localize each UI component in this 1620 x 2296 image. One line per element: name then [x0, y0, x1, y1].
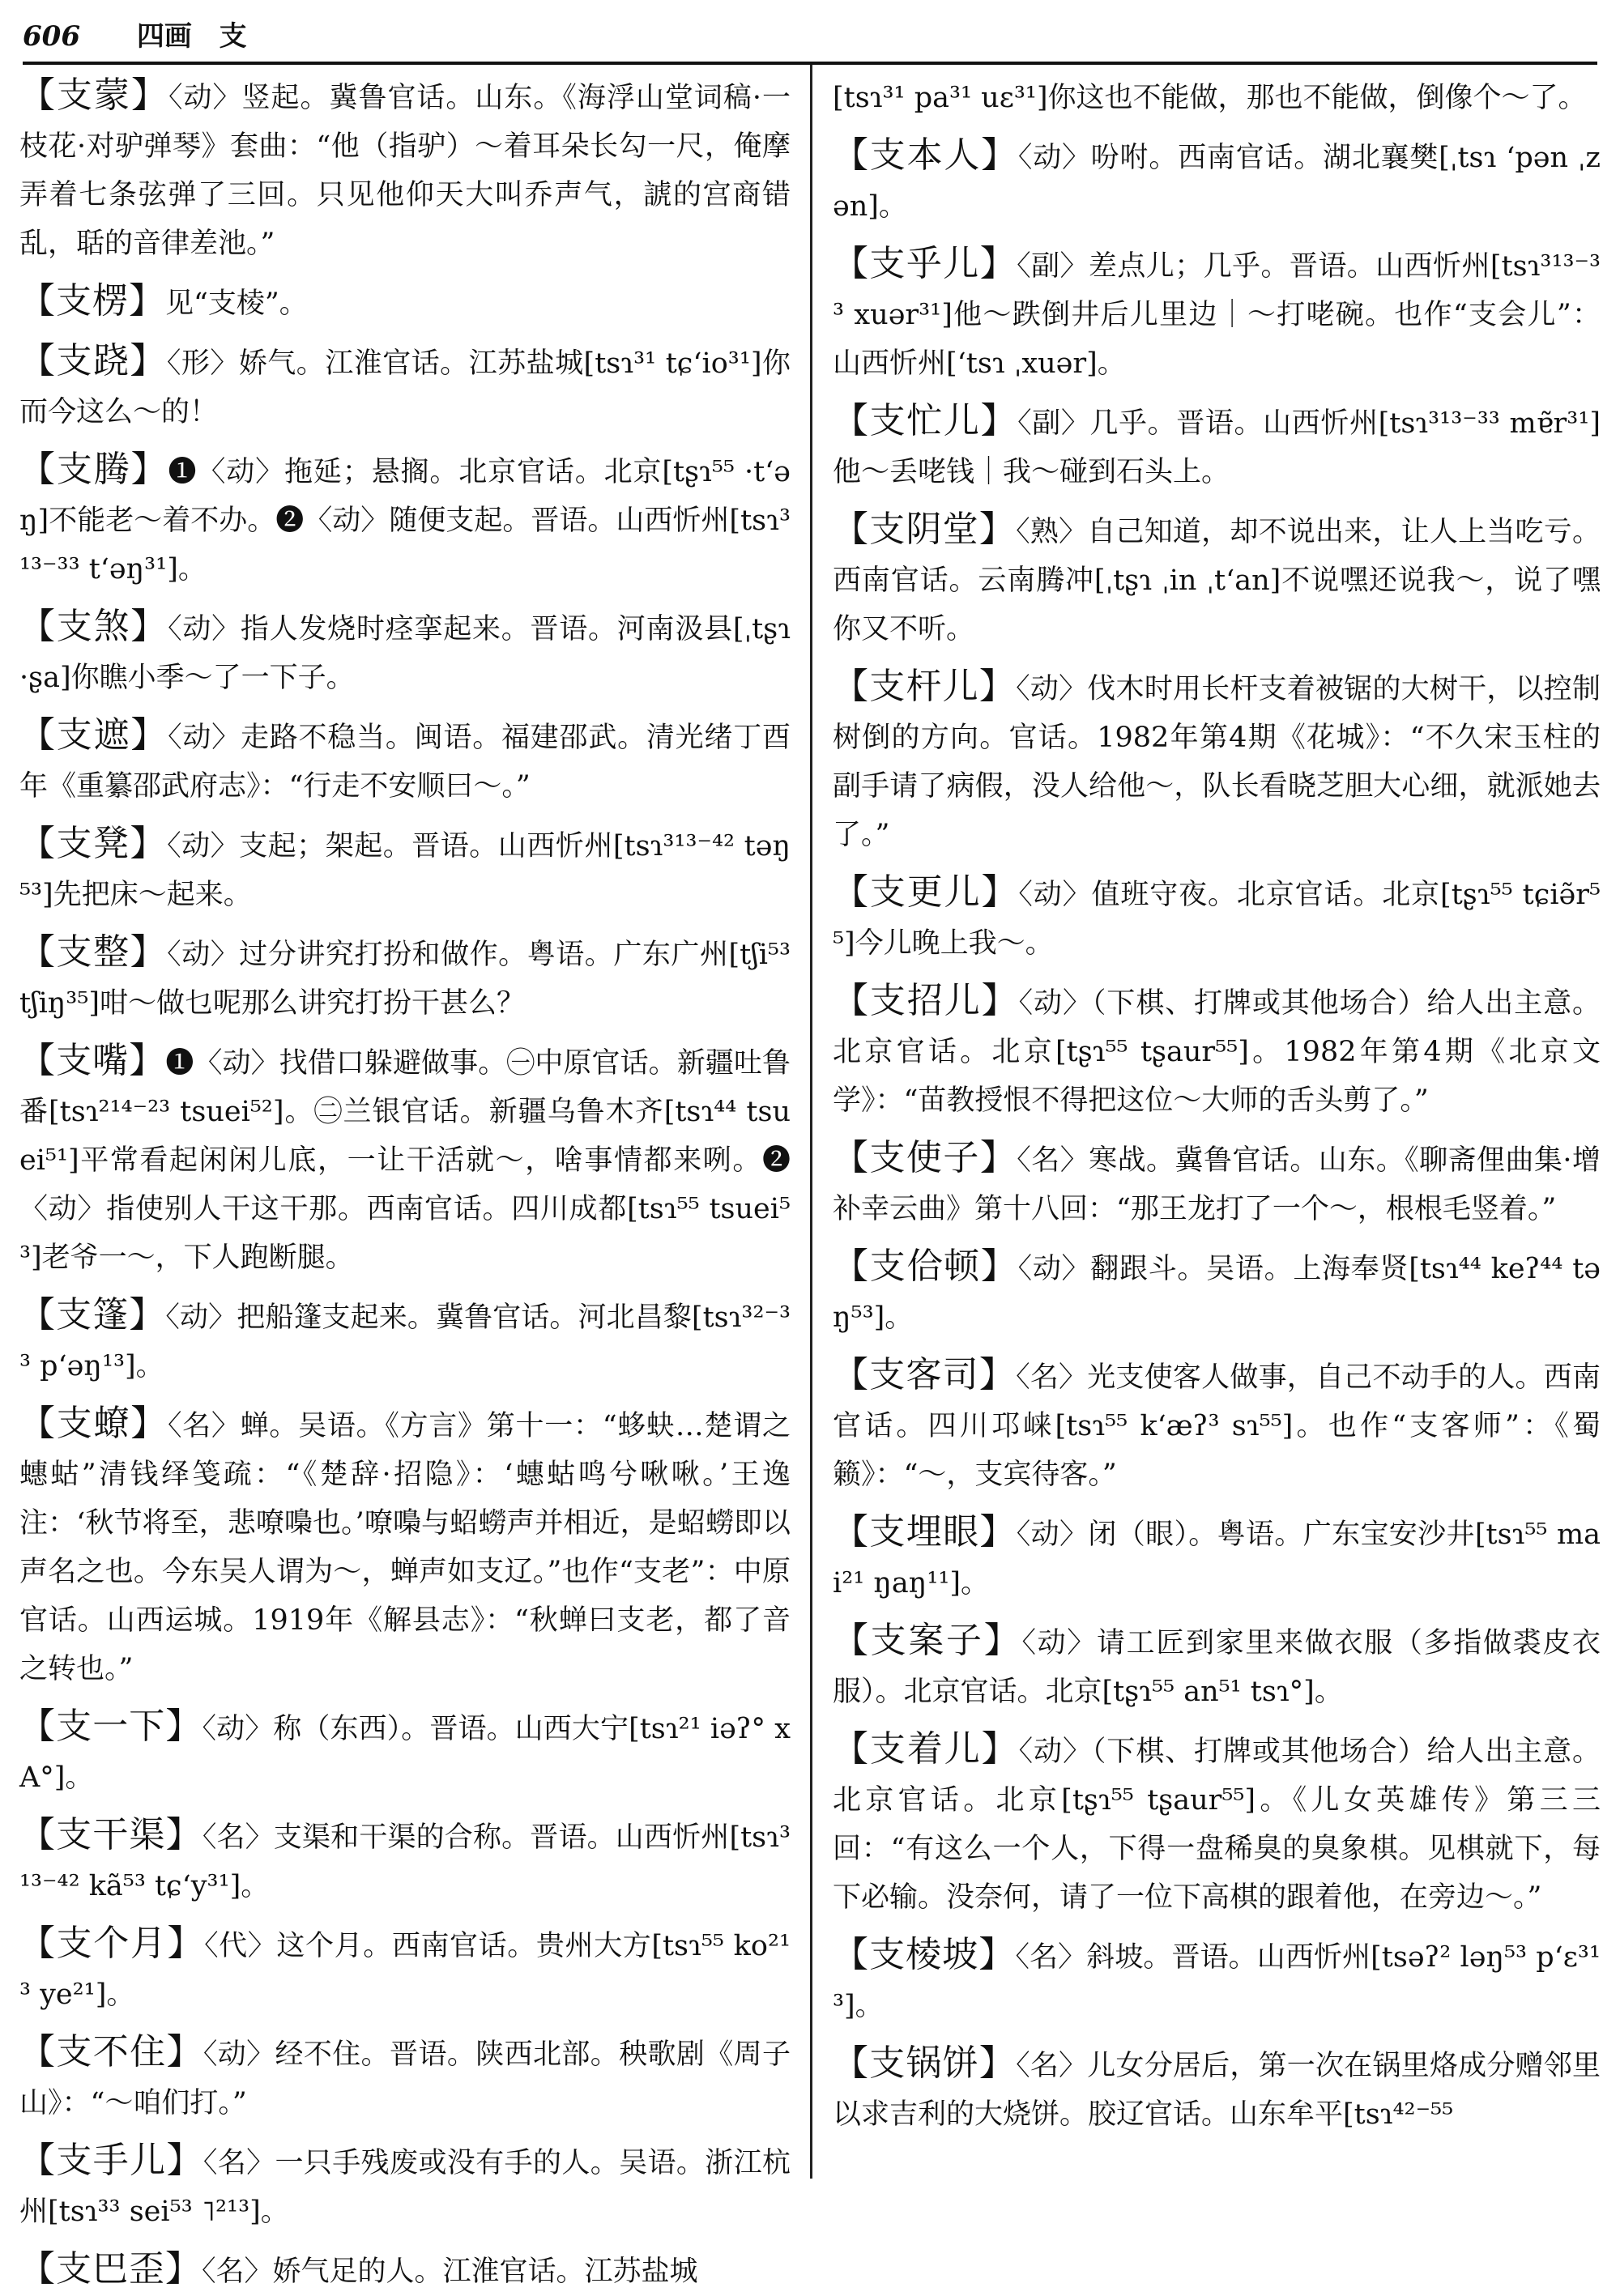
entry-headword: 【支使子】 — [833, 1137, 1017, 1178]
dictionary-entry — [833, 1242, 1601, 1342]
entry-headword: 【支遮】 — [19, 714, 168, 756]
dictionary-entry — [19, 1919, 791, 2019]
entry-definition: 〈名〉光支使客人做事，自己不动手的人。西南官话。四川邛崃[tsɿ⁵⁵ kʻæʔ³ sɿ⁵⁵]。也作“支客师”：《蜀籁》：“～，支宾待客。” — [833, 1361, 1601, 1491]
entry-definition: 〈副〉几乎。晋语。山西忻州[tsɿ³¹³⁻³³ mɐ̃r³¹]他～丢咾钱｜我～碰到石头上。 — [833, 407, 1601, 488]
entry-headword: 【支杆儿】 — [833, 666, 1017, 707]
entry-headword: 【支忙儿】 — [833, 400, 1018, 441]
left-column — [19, 71, 800, 2290]
dictionary-entry — [833, 977, 1601, 1125]
entry-definition: 见“支棱”。 — [165, 288, 308, 320]
entry-headword: 【支乎儿】 — [833, 243, 1017, 284]
dictionary-entry — [19, 1811, 791, 1910]
dictionary-entry — [19, 2245, 791, 2296]
entry-headword: 【支干渠】 — [19, 1814, 202, 1855]
entry-headword: 【支个月】 — [19, 1923, 205, 1964]
entry-headword: 【支棱坡】 — [833, 1934, 1016, 1975]
dictionary-entry — [833, 505, 1601, 654]
entry-definition: 〈名〉支渠和干渠的合称。晋语。山西忻州[tsɿ³¹³⁻⁴² kã⁵³ tɕʻy³¹]。 — [19, 1821, 791, 1902]
entry-definition: 〈代〉这个月。西南官话。贵州大方[tsɿ⁵⁵ ko²¹³ ye²¹]。 — [19, 1930, 791, 2011]
dictionary-entry — [19, 603, 800, 702]
dictionary-entry-continued — [833, 71, 1601, 122]
entry-definition: ❶〈动〉找借口躲避做事。㊀中原官话。新疆吐鲁番[tsɿ²¹⁴⁻²³ tsuei⁵²]。㊁兰银官话。新疆乌鲁木齐[tsɿ⁴⁴ tsuei⁵¹]平常看起闲闲儿底，一让干活就～，啥事情都来咧。❷〈动〉指使别人干这干那。西南官话。四川成都[tsɿ⁵⁵ tsuei⁵³]老爷一～，下人跑断腿。 — [19, 1047, 791, 1274]
dictionary-entry — [19, 928, 800, 1028]
dictionary-entry — [19, 820, 791, 919]
dictionary-entry — [833, 240, 1601, 388]
page-number: 606 — [23, 20, 80, 53]
entry-definition: 〈副〉差点儿；几乎。晋语。山西忻州[tsɿ³¹³⁻³³ xuər³¹]他～跌倒井后儿里边｜～打咾碗。也作“支会儿”：山西忻州[ʻtsɿ ˌxuər]。 — [833, 250, 1601, 380]
entry-headword: 【支腾】 — [19, 449, 168, 490]
entry-definition: 〈名〉斜坡。晋语。山西忻州[tsəʔ² ləŋ⁵³ pʻɛ³¹³]。 — [833, 1941, 1601, 2022]
dictionary-entry — [833, 662, 1601, 859]
entry-headword: 【支客司】 — [833, 1354, 1017, 1395]
entry-headword: 【支手儿】 — [19, 2140, 203, 2181]
entry-headword: 【支蒙】 — [19, 75, 168, 116]
dictionary-entry — [19, 445, 791, 594]
entry-headword: 【支佮顿】 — [833, 1246, 1018, 1287]
entry-headword: 【支本人】 — [833, 134, 1018, 176]
entry-definition: 〈动〉（下棋、打牌或其他场合）给人出主意。北京官话。北京[tʂɿ⁵⁵ tʂaur⁵⁵]。1982年第4期《北京文学》：“苗教授恨不得把这位～大师的舌头剪了。” — [833, 987, 1601, 1117]
dictionary-entry — [833, 2039, 1601, 2139]
entry-headword: 【支篷】 — [19, 1294, 166, 1335]
entry-definition: [tsɿ³¹ pa³¹ uɛ³¹]你这也不能做，那也不能做，倒像个～了。 — [833, 82, 1587, 114]
entry-headword: 【支更儿】 — [833, 871, 1019, 913]
entry-headword: 【支阴堂】 — [833, 509, 1017, 550]
entry-definition: ❶〈动〉拖延；悬搁。北京官话。北京[tʂɿ⁵⁵ ·tʻəŋ]不能老～着不办。❷〈动〉随便支起。晋语。山西忻州[tsɿ³¹³⁻³³ tʻəŋ³¹]。 — [19, 456, 791, 586]
dictionary-entry — [19, 1291, 791, 1391]
entry-definition: 〈动〉（下棋、打牌或其他场合）给人出主意。北京官话。北京[tʂɿ⁵⁵ tʂaur⁵⁵]。《儿女英雄传》第三三回：“有这么一个人，下得一盘稀臭的臭象棋。见棋就下，每下必输。没奈何，请了一位下高棋的跟着他，在旁边～。” — [833, 1736, 1601, 1914]
entry-definition: 〈动〉伐木时用长杆支着被锯的大树干，以控制树倒的方向。官话。1982年第4期《花城》：“不久宋玉柱的副手请了病假，没人给他～，队长看晓芝胆大心细，就派她去了。” — [833, 673, 1601, 851]
entry-definition: 〈名〉娇气足的人。江淮官话。江苏盐城 — [202, 2256, 698, 2288]
entry-definition: 〈动〉闭（眼）。粤语。广东宝安沙井[tsɿ⁵⁵ mai²¹ ŋaŋ¹¹]。 — [833, 1519, 1601, 1600]
entry-headword: 【支埋眼】 — [833, 1511, 1017, 1553]
entry-headword: 【支跷】 — [19, 340, 167, 381]
entry-definition: 〈动〉请工匠到家里来做衣服（多指做裘皮衣服）。北京官话。北京[tʂɿ⁵⁵ an⁵¹ tsɿ°]。 — [833, 1627, 1601, 1708]
entry-definition: 〈形〉娇气。江淮官话。江苏盐城[tsɿ³¹ tɕʻio³¹]你而今这么～的！ — [19, 347, 791, 428]
entry-definition: 〈名〉寒战。冀鲁官话。山东。《聊斋俚曲集·增补幸云曲》第十八回：“那王龙打了一个～，根根毛竖着。” — [833, 1144, 1601, 1225]
section-label: 四画 — [136, 20, 192, 53]
entry-definition: 〈动〉称（东西）。晋语。山西大宁[tsɿ²¹ iəʔ° xA°]。 — [19, 1713, 791, 1794]
section-char: 支 — [219, 20, 247, 53]
entry-definition: 〈动〉经不住。晋语。陕西北部。秧歌剧《周子山》：“～咱们打。” — [19, 2038, 791, 2119]
entry-headword: 【支锅饼】 — [833, 2043, 1017, 2084]
entry-headword: 【支楞】 — [19, 280, 165, 322]
entry-headword: 【支招儿】 — [833, 980, 1019, 1021]
dictionary-entry — [19, 711, 791, 811]
entry-headword: 【支嘴】 — [19, 1040, 166, 1081]
dictionary-entry — [19, 277, 791, 328]
entry-definition: 〈名〉蝉。吴语。《方言》第十一：“蛥蚗…楚谓之蟪蛄”清钱绎笺疏：“《楚辞·招隐》：‘蟪蛄鸣兮啾啾。’王逸注：‘秋节将至，悲嘹嘄也。’嘹嘄与蛁蟧声并相近，是蛁蟧即以声名之也。今东吴人谓为～，蝉声如支辽。”也作“支老”：中原官话。山西运城。1919年《解县志》：“秋蝉曰支老，都了音之转也。” — [19, 1410, 791, 1685]
dictionary-entry — [833, 1508, 1601, 1608]
page-header — [23, 11, 1597, 65]
entry-headword: 【支案子】 — [833, 1620, 1022, 1661]
entry-definition: 〈名〉一只手残废或没有手的人。吴语。浙江杭州[tsɿ³³ sei⁵³ ˥²¹³]。 — [19, 2147, 791, 2228]
entry-headword: 【支蟟】 — [19, 1403, 168, 1444]
entry-definition: 〈动〉值班守夜。北京官话。北京[tʂɿ⁵⁵ tɕiə̃r⁵⁵]今儿晚上我～。 — [833, 879, 1601, 960]
entry-headword: 【支不住】 — [19, 2031, 203, 2072]
entry-definition: 〈动〉走路不稳当。闽语。福建邵武。清光绪丁酉年《重纂邵武府志》：“行走不安顺曰～。” — [19, 722, 791, 803]
dictionary-entry — [19, 2028, 791, 2128]
entry-definition: 〈动〉竖起。冀鲁官话。山东。《海浮山堂词稿·一枝花·对驴弹琴》套曲：“他（指驴）～着耳朵长勾一尺，俺摩弄着七条弦弹了三回。只见他仰天大叫乔声气，諕的宫商错乱，聒的音律差池。” — [19, 82, 791, 260]
dictionary-entry — [833, 1617, 1601, 1716]
entry-definition: 〈动〉指人发烧时痉挛起来。晋语。河南汲县[ˌtʂɿ ·ʂa]你瞧小季～了一下子。 — [19, 613, 800, 694]
entry-definition: 〈动〉把船篷支起来。冀鲁官话。河北昌黎[tsɿ³²⁻³³ pʻəŋ¹³]。 — [19, 1301, 791, 1382]
dictionary-entry — [19, 1399, 791, 1693]
right-column — [833, 71, 1601, 2185]
column-divider — [810, 65, 812, 2179]
entry-definition: 〈动〉吩咐。西南官话。湖北襄樊[ˌtsɿ ʻpən ˌzən]。 — [833, 142, 1601, 223]
entry-definition: 〈动〉过分讲究打扮和做作。粤语。广东广州[tʃi⁵³ tʃiŋ³⁵]咁～做乜呢那么讲究打扮干甚么？ — [19, 939, 800, 1020]
dictionary-entry — [833, 397, 1601, 496]
dictionary-entry — [833, 131, 1601, 231]
dictionary-entry — [833, 868, 1601, 968]
entry-definition: 〈动〉翻跟斗。吴语。上海奉贤[tsɿ⁴⁴ keʔ⁴⁴ təŋ⁵³]。 — [833, 1253, 1601, 1334]
entry-definition: 〈名〉儿女分居后，第一次在锅里烙成分赠邻里以求吉利的大烧饼。胶辽官话。山东牟平[tsɿ⁴²⁻⁵⁵ — [833, 2050, 1601, 2131]
dictionary-entry — [833, 1931, 1601, 2030]
dictionary-entry — [833, 1725, 1601, 1922]
dictionary-entry — [19, 1702, 791, 1802]
dictionary-entry — [19, 71, 791, 268]
entry-definition: 〈熟〉自己知道，却不说出来，让人上当吃亏。西南官话。云南腾冲[ˌtʂɿ ˌin ˌtʻan]不说嘿还说我～，说了嘿你又不听。 — [833, 516, 1601, 645]
entry-headword: 【支一下】 — [19, 1706, 202, 1747]
entry-headword: 【支整】 — [19, 931, 168, 973]
entry-headword: 【支巴歪】 — [19, 2248, 202, 2290]
entry-headword: 【支着儿】 — [833, 1728, 1019, 1770]
dictionary-entry — [19, 337, 791, 437]
dictionary-entry — [833, 1351, 1601, 1499]
dictionary-entry — [19, 2136, 791, 2236]
entry-definition: 〈动〉支起；架起。晋语。山西忻州[tsɿ³¹³⁻⁴² təŋ⁵³]先把床～起来。 — [19, 830, 791, 911]
entry-headword: 【支煞】 — [19, 606, 168, 647]
entry-headword: 【支凳】 — [19, 823, 168, 864]
dictionary-entry — [19, 1037, 791, 1282]
dictionary-entry — [833, 1134, 1601, 1233]
